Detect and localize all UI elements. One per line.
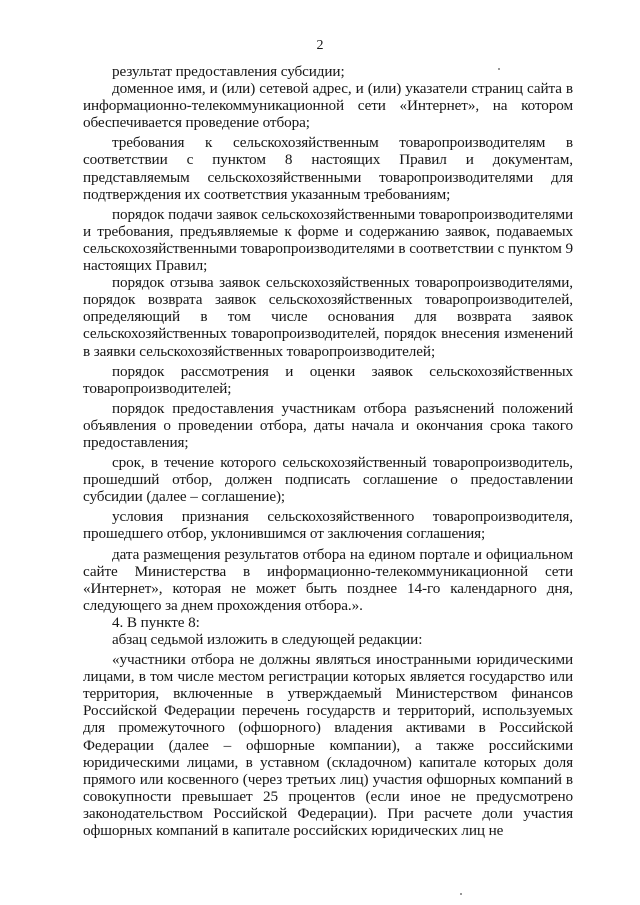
paragraph: условия признания сельскохозяйственного товаропроизводителя, прошедшего отбор, уклонившимся от заключения соглашения; (83, 508, 573, 543)
paragraph: порядок предоставления участникам отбора разъяснений положений объявления о проведении отбора, даты начала и окончания срока такого предоставления; (83, 399, 573, 451)
paragraph: доменное имя, и (или) сетевой адрес, и (или) указатели страниц сайта в информационно-телекоммуникационной сети «Интернет», на котором обеспечивается проведение отбора; (83, 80, 573, 132)
paragraph: 4. В пункте 8: (112, 613, 200, 631)
paragraph: дата размещения результатов отбора на едином портале и официальном сайте Министерства в информационно-телекоммуникационной сети «Интернет», которая не может быть позднее 14-го календарного дня, следующего за днем прохождения отбора.». (83, 545, 573, 614)
paragraph: срок, в течение которого сельскохозяйственный товаропроизводитель, прошедший отбор, должен подписать соглашение о предоставлении субсидии (далее – соглашение); (83, 454, 573, 506)
document-body (83, 63, 573, 839)
paragraph: порядок отзыва заявок сельскохозяйственных товаропроизводителями, порядок возврата заявок сельскохозяйственных товаропроизводителей, определяющий в том числе основания для возврата заявок сельскохозяйственных товаропроизводителей, порядок внесения изменений в заявки сельскохозяйственных товаропроизводителей; (83, 274, 573, 360)
scan-speck (498, 68, 500, 70)
paragraph: порядок рассмотрения и оценки заявок сельскохозяйственных товаропроизводителей; (83, 362, 573, 397)
paragraph: «участники отбора не должны являться иностранными юридическими лицами, в том числе местом регистрации которых является государство или территория, включенные в утверждаемый Министерством финансов Российской Федерации перечень государств и территорий, используемых для промежуточного (офшорного) владения активами в Российской Федерации (далее – офшорные компании), а также российскими юридическими лицами, в уставном (складочном) капитале которых доля прямого или косвенного (через третьих лиц) участия офшорных компаний в совокупности превышает 25 процентов (если иное не предусмотрено законодательством Российской Федерации). При расчете доли участия офшорных компаний в капитале российских юридических лиц не (83, 651, 573, 840)
scan-speck (460, 893, 462, 895)
page-number: 2 (316, 38, 324, 53)
paragraph: требования к сельскохозяйственным товаропроизводителям в соответствии с пунктом 8 настоящих Правил и документам, представляемым сельскохозяйственными товаропроизводителями для подтверждения их соответствия указанным требованиям; (83, 134, 573, 203)
paragraph: результат предоставления субсидии; (112, 63, 345, 80)
paragraph: абзац седьмой изложить в следующей редакции: (112, 631, 423, 648)
paragraph: порядок подачи заявок сельскохозяйственными товаропроизводителями и требования, предъявляемые к форме и содержанию заявок, подаваемых сельскохозяйственными товаропроизводителями в соответствии с пунктом 9 настоящих Правил; (83, 205, 573, 275)
